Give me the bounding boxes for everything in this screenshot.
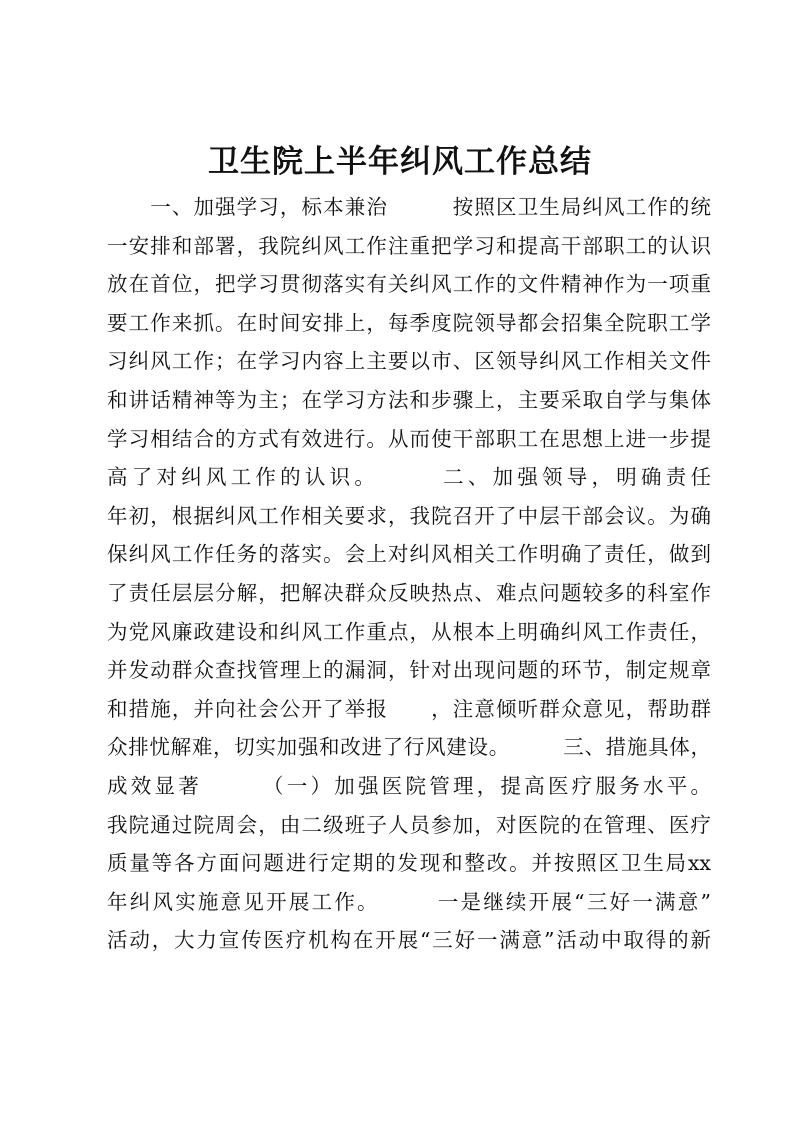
paragraph-line: 和措施，并向社会公开了举报 ，注意倾听群众意见，帮助群 [107,696,711,721]
paragraph-line: 质量等各方面问题进行定期的发现和整改。并按照区卫生局xx [107,851,711,876]
paragraph-line: 年纠风实施意见开展工作。 一是继续开展“三好一满意” [107,889,711,914]
document-body [107,188,711,960]
document-title: 卫生院上半年纠风工作总结 [208,144,592,180]
paragraph-line: 习纠风工作；在学习内容上主要以市、区领导纠风工作相关文件 [107,349,711,374]
paragraph-line: 为党风廉政建设和纠风工作重点，从根本上明确纠风工作责任， [107,619,711,644]
paragraph-line: 我院通过院周会，由二级班子人员参加，对医院的在管理、医疗 [107,812,711,837]
paragraph-line: 成效显著 （一）加强医院管理，提高医疗服务水平。 [107,773,711,798]
paragraph-line: 一、加强学习，标本兼治 按照区卫生局纠风工作的统 [107,195,711,219]
paragraph-line: 学习相结合的方式有效进行。从而使干部职工在思想上进一步提 [107,426,711,451]
paragraph-line: 高了对纠风工作的认识。 二、加强领导，明确责任 [107,465,711,490]
paragraph-line: 众排忧解难，切实加强和改进了行风建设。 三、措施具体， [107,735,711,760]
paragraph-line: 年初，根据纠风工作相关要求，我院召开了中层干部会议。为确 [107,503,711,528]
paragraph-line: 并发动群众查找管理上的漏洞，针对出现问题的环节，制定规章 [107,658,711,683]
paragraph-line: 活动，大力宣传医疗机构在开展“三好一满意”活动中取得的新 [107,928,711,953]
paragraph-line: 放在首位，把学习贯彻落实有关纠风工作的文件精神作为一项重 [107,272,711,297]
paragraph-line: 保纠风工作任务的落实。会上对纠风相关工作明确了责任，做到 [107,542,711,567]
paragraph-line: 了责任层层分解，把解决群众反映热点、难点问题较多的科室作 [107,580,711,605]
paragraph-line: 一安排和部署，我院纠风工作注重把学习和提高干部职工的认识 [107,233,711,258]
paragraph-line: 要工作来抓。在时间安排上，每季度院领导都会招集全院职工学 [107,310,711,335]
paragraph-line: 和讲话精神等为主；在学习方法和步骤上，主要采取自学与集体 [107,387,711,412]
